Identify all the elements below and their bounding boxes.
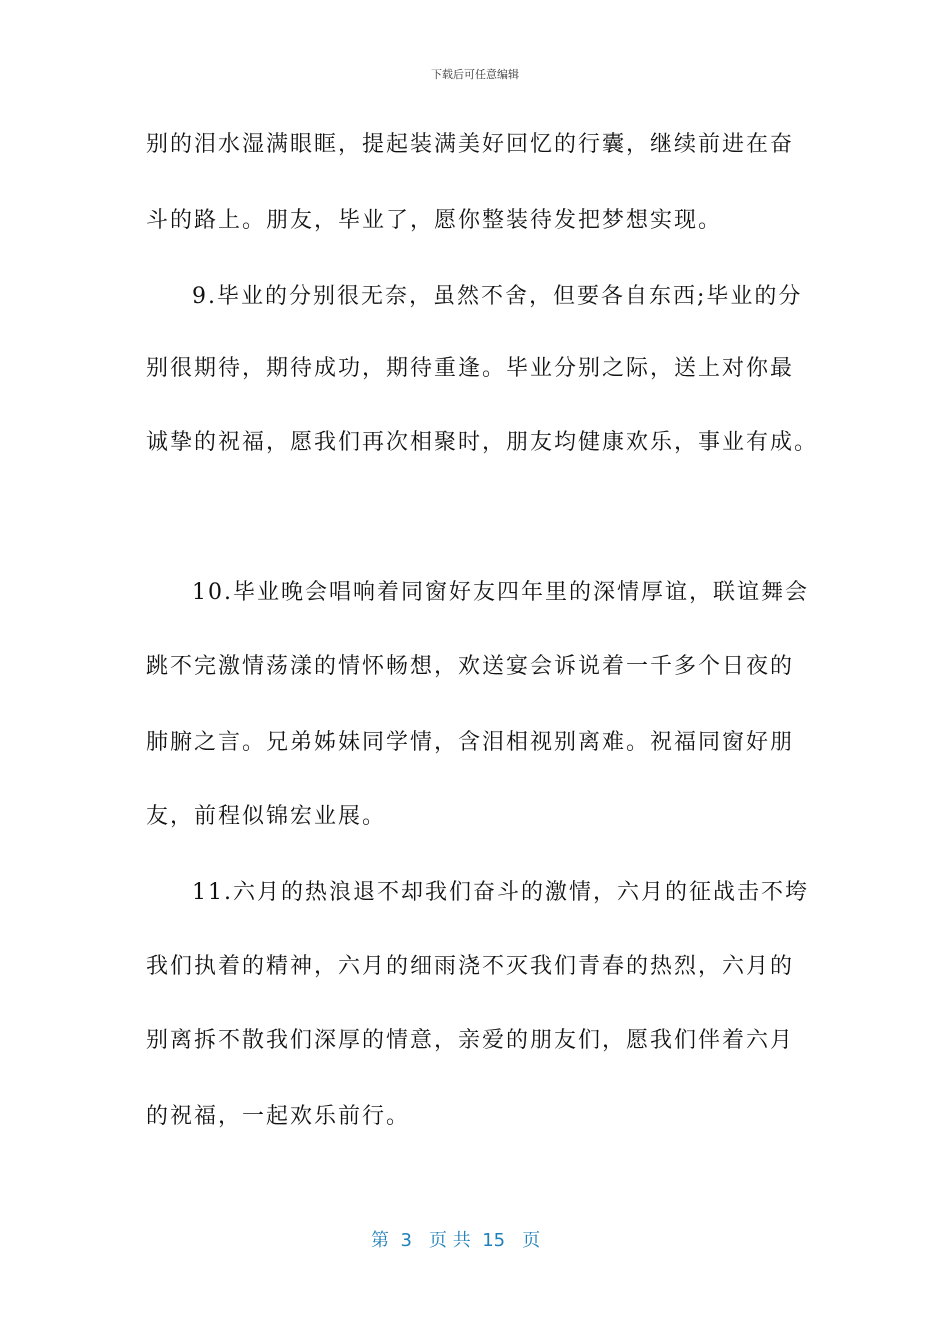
paragraph-line: 斗的路上。朋友，毕业了，愿你整装待发把梦想实现。 <box>146 208 723 233</box>
paragraph-line: 9.毕业的分别很无奈，虽然不舍，但要各自东西;毕业的分 <box>192 284 803 309</box>
page-header: 下载后可任意编辑 <box>431 68 519 81</box>
paragraph-line: 的祝福，一起欢乐前行。 <box>146 1104 411 1129</box>
paragraph-line: 肺腑之言。兄弟姊妹同学情，含泪相视别离难。祝福同窗好朋 <box>146 730 795 755</box>
paragraph-line: 友，前程似锦宏业展。 <box>146 804 387 829</box>
page-number: 第 3 页 共 15 页 <box>371 1230 541 1251</box>
paragraph-line: 跳不完激情荡漾的情怀畅想，欢送宴会诉说着一千多个日夜的 <box>146 654 795 679</box>
paragraph-line: 10.毕业晚会唱响着同窗好友四年里的深情厚谊，联谊舞会 <box>192 580 809 605</box>
paragraph-line: 我们执着的精神，六月的细雨浇不灭我们青春的热烈，六月的 <box>146 954 795 979</box>
paragraph-line: 别的泪水湿满眼眶，提起装满美好回忆的行囊，继续前进在奋 <box>146 132 795 157</box>
paragraph-line: 别离拆不散我们深厚的情意，亲爱的朋友们，愿我们伴着六月 <box>146 1028 795 1053</box>
paragraph-line: 别很期待，期待成功，期待重逢。毕业分别之际，送上对你最 <box>146 356 795 381</box>
paragraph-line: 诚挚的祝福，愿我们再次相聚时，朋友均健康欢乐，事业有成。 <box>146 430 819 455</box>
paragraph-line: 11.六月的热浪退不却我们奋斗的激情，六月的征战击不垮 <box>192 880 809 905</box>
